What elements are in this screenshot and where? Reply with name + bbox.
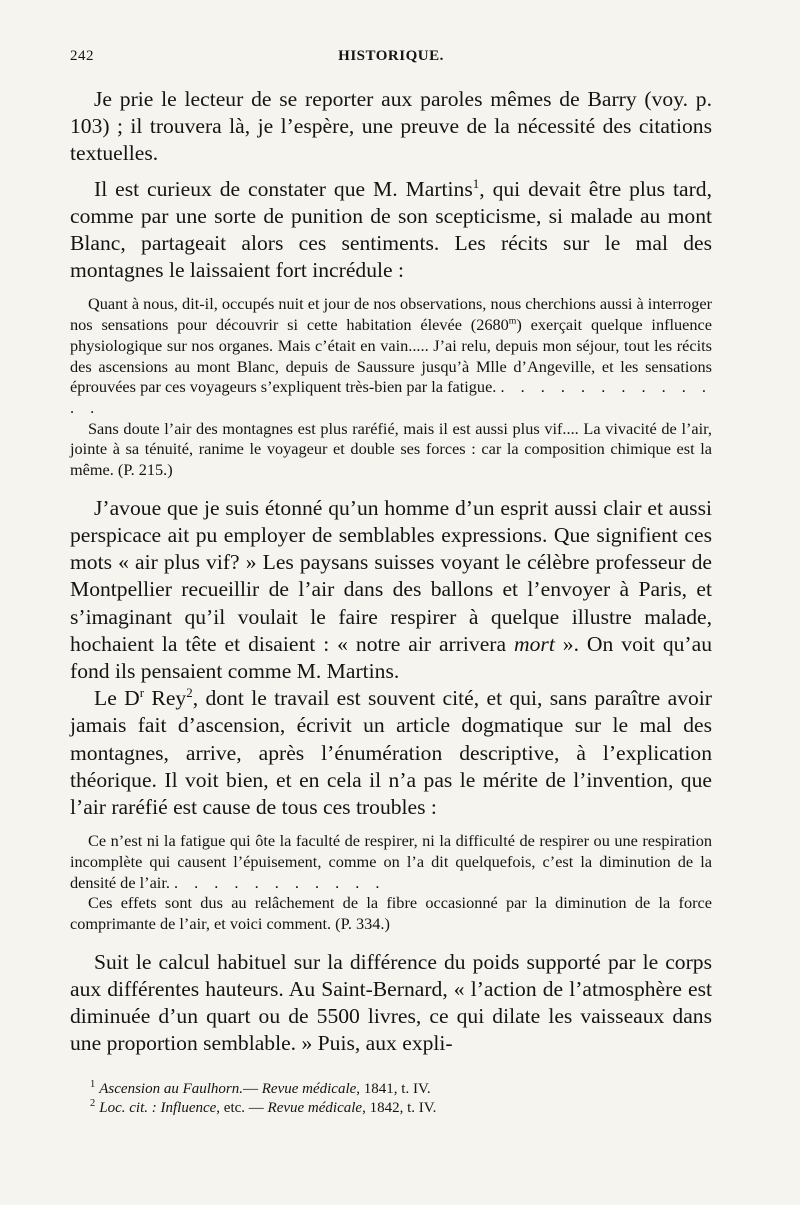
quotation-martins [70, 294, 712, 480]
paragraph-calcul: Suit le calcul habituel sur la différence du poids supporté par le corps aux différentes hauteurs. Au Saint-Bernard, « l’action de l’atmosphère est diminuée d’un quart ou de 5500 livres, ce qui dilate les vaisseaux dans une proportion semblable. » Puis, aux expli- [70, 949, 712, 1056]
doctor-abbrev-sup: r [139, 684, 145, 700]
footnote-ref-2: 2 [186, 684, 193, 700]
footnote-1 [90, 1080, 712, 1099]
quote-martins-1-text-b: ) exerçait quelque influence physiologique sur nos organes. Mais c’était en vain..... J’ai relu, depuis mon séjour, tout les récits des ascensions au mont Blanc, depuis de Saussure jusqu’à Mlle d’Angeville, et les sensations éprouvées par ces voyageurs s’expliquent très-bien par la fatigue. [70, 315, 712, 397]
footnote-ref-1: 1 [472, 175, 480, 191]
paragraph-barry: Je prie le lecteur de se reporter aux paroles mêmes de Barry (voy. p. 103) ; il trouvera là, je l’espère, une preuve de la nécessité des citations textuelles. [70, 87, 712, 166]
quote-martins-1-text-a: Quant à nous, dit-il, occupés nuit et jour de nos observations, nous cherchions aussi à interroger nos sensations pour découvrir si cette habitation élevée (2680 [70, 294, 712, 335]
unit-meters: m [508, 315, 517, 327]
footnote-1-rest: , 1841, t. IV. [356, 1080, 431, 1097]
paragraph-rey-text-c: , dont le travail est souvent cité, et qui, sans paraître avoir jamais fait d’ascension, écrivit un article dogmatique sur le mal des montagnes, arrive, après l’énumération descriptive, à l’explication théorique. Il voit bien, et en cela il n’a pas le mérite de l’invention, que l’air raréfié est cause de tous ces troubles : [70, 686, 712, 819]
footnote-2-title: Loc. cit. : Influence [99, 1099, 217, 1116]
quotation-rey [70, 831, 712, 935]
paragraph-avoue-text-b: ». On voit qu’au fond ils pensaient comme M. Martins. [70, 631, 712, 683]
page-number: 242 [70, 48, 94, 64]
quote-martins-1 [70, 294, 712, 418]
quote-martins-2: Sans doute l’air des montagnes est plus raréfié, mais il est aussi plus vif.... La vivacité de l’air, jointe à sa ténuité, ranime le voyageur et double ses forces : car la composition chimique est la même. (P. 215.) [70, 418, 712, 480]
footnote-2-journal: Revue médicale [267, 1099, 363, 1116]
book-page [70, 48, 712, 1118]
ellipsis-dots: . . . . . . . . . . . . . [70, 377, 712, 417]
paragraph-avoue [70, 495, 712, 685]
footnote-1-title: Ascension au Faulhorn. [99, 1080, 243, 1097]
quote-rey-1 [70, 831, 712, 893]
paragraph-rey [70, 685, 712, 821]
footnote-2-rest: , 1842, t. IV. [362, 1099, 437, 1116]
italic-mort: mort [514, 631, 555, 656]
footnote-2 [90, 1099, 712, 1118]
footnotes [70, 1080, 712, 1118]
footnote-2-mid: , etc. — [216, 1099, 268, 1116]
paragraph-rey-text-a: Le D [94, 686, 140, 711]
page-header [70, 48, 712, 72]
paragraph-martins-text-a: Il est curieux de constater que M. Martins [94, 176, 473, 201]
running-head: HISTORIQUE. [338, 48, 444, 64]
footnote-1-journal: Revue médicale [261, 1080, 357, 1097]
footnote-1-sep: — [243, 1080, 262, 1097]
paragraph-martins [70, 176, 712, 285]
quote-rey-1-text: Ce n’est ni la fatigue qui ôte la faculté de respirer, ni la difficulté de respirer ou une respiration incomplète qui causent l’épuisement, comme on l’a dit quelquefois, c’est la diminution de la densité de l’air. [70, 831, 712, 892]
quote-rey-2: Ces effets sont dus au relâchement de la fibre occasionné par la diminution de la force comprimante de l’air, et voici comment. (P. 334.) [70, 893, 712, 933]
footnote-2-mark: 2 [90, 1097, 96, 1109]
paragraph-avoue-text-a: J’avoue que je suis étonné qu’un homme d’un esprit aussi clair et aussi perspicace ait pu employer de semblables expressions. Que signifient ces mots « air plus vif? » Les paysans suisses voyant le célèbre professeur de Montpellier recueillir de l’air dans des ballons et l’envoyer à Paris, et s’imaginant qu’il voulait le faire respirer à quelque illustre malade, hochaient la tête et disaient : « notre air arrivera [70, 495, 712, 656]
paragraph-martins-text-b: , qui devait être plus tard, comme par une sorte de punition de son scepticisme, si malade au mont Blanc, partageait alors ces sentiments. Les récits sur le mal des montagnes le laissaient fort incrédule : [70, 176, 712, 283]
footnote-1-mark: 1 [90, 1078, 96, 1090]
paragraph-rey-text-b: Rey [144, 686, 187, 711]
ellipsis-dots: . . . . . . . . . . . [174, 872, 386, 892]
